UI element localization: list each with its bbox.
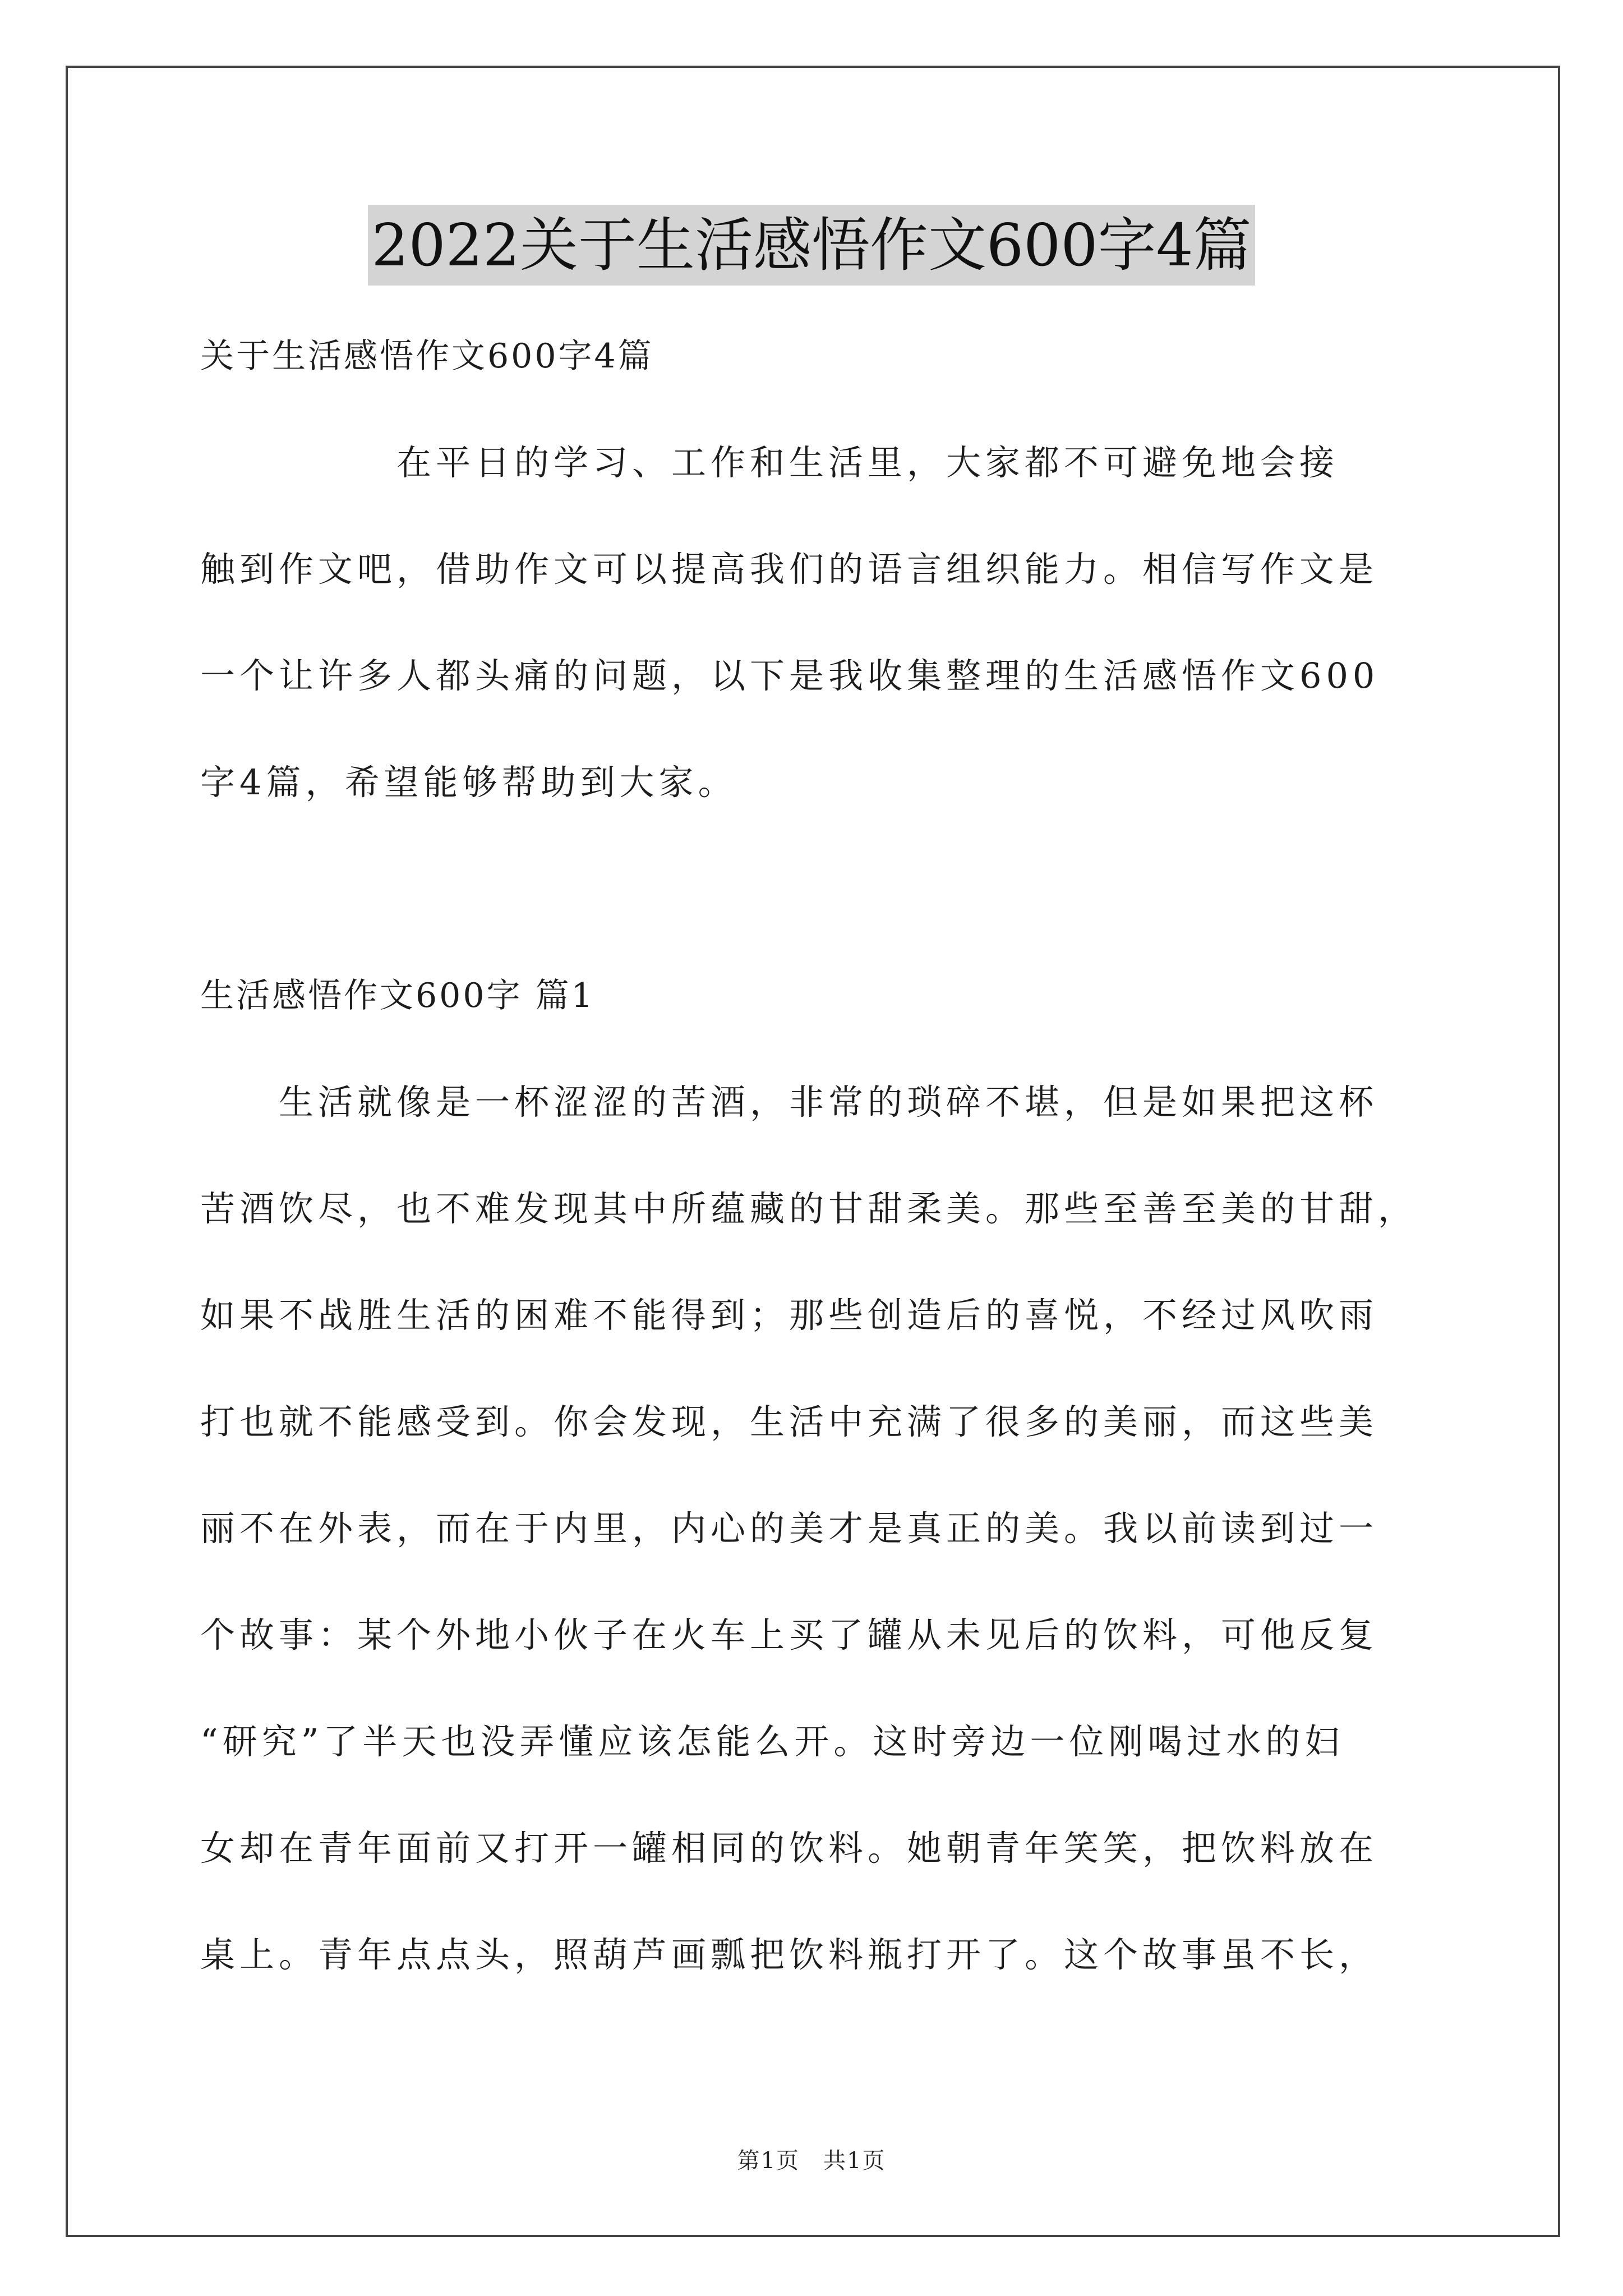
document-subtitle: 关于生活感悟作文600字4篇: [200, 337, 654, 376]
intro-line: 字4篇，希望能够帮助到大家。: [200, 762, 737, 803]
title-container: [0, 205, 1623, 286]
section-heading: 生活感悟作文600字 篇1: [200, 976, 595, 1015]
body-line: 女却在青年面前又打开一罐相同的饮料。她朝青年笑笑，把饮料放在: [200, 1828, 1378, 1869]
intro-line: 一个让许多人都头痛的问题，以下是我收集整理的生活感悟作文600: [200, 655, 1380, 696]
body-line: 桌上。青年点点头，照葫芦画瓢把饮料瓶打开了。这个故事虽不长，: [200, 1934, 1378, 1975]
body-paragraph: [200, 1049, 1456, 2008]
body-line: 丽不在外表，而在于内里，内心的美才是真正的美。我以前读到过一: [200, 1508, 1378, 1549]
body-line: 个故事：某个外地小伙子在火车上买了罐从未见后的饮料，可他反复: [200, 1614, 1378, 1655]
body-line: “研究”了半天也没弄懂应该怎能么开。这时旁边一位刚喝过水的妇: [200, 1721, 1344, 1762]
document-title: 2022关于生活感悟作文600字4篇: [368, 205, 1255, 286]
intro-line: 在平日的学习、工作和生活里，大家都不可避免地会接: [200, 442, 1339, 483]
document-body: [200, 303, 1456, 2008]
intro-line: 触到作文吧，借助作文可以提高我们的语言组织能力。相信写作文是: [200, 549, 1378, 590]
body-line: 如果不战胜生活的困难不能得到；那些创造后的喜悦，不经过风吹雨: [200, 1295, 1378, 1336]
intro-paragraph: [200, 409, 1456, 836]
body-line: 苦酒饮尽，也不难发现其中所蕴藏的甘甜柔美。那些至善至美的甘甜，: [200, 1188, 1418, 1229]
paragraph-spacer: [200, 836, 1456, 942]
body-line: 打也就不能感受到。你会发现，生活中充满了很多的美丽，而这些美: [200, 1401, 1378, 1442]
page-footer: 第1页 共1页: [737, 2148, 886, 2174]
body-line: 生活就像是一杯涩涩的苦酒，非常的琐碎不堪，但是如果把这杯: [200, 1082, 1378, 1122]
